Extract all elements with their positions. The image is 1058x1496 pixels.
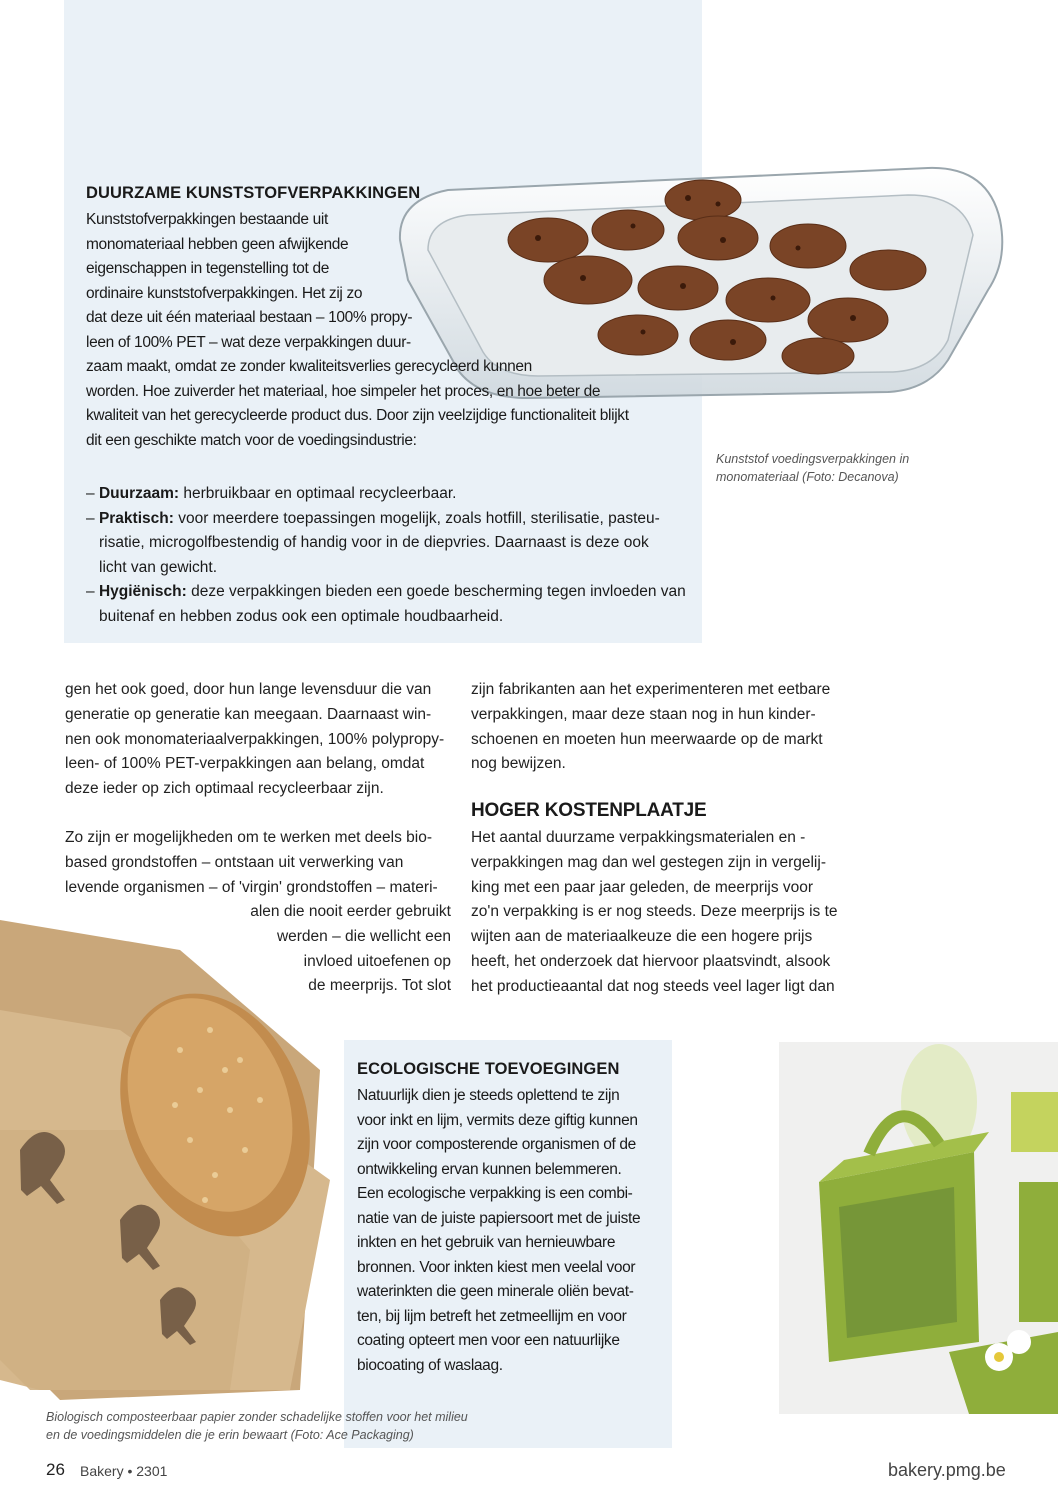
text-line: coating opteert men voor een natuurlijke bbox=[357, 1332, 620, 1349]
list-item: – Duurzaam: herbruikbaar en optimaal recycleerbaar. bbox=[86, 485, 457, 502]
text-line: generatie op generatie kan meegaan. Daarnaast win- bbox=[65, 705, 432, 723]
text-line: biocoating of waslaag. bbox=[357, 1356, 503, 1374]
text-line: Een ecologische verpakking is een combi- bbox=[357, 1185, 633, 1202]
text-line: ordinaire kunststofverpakkingen. Het zij zo bbox=[86, 284, 363, 302]
box-bottom-body bbox=[357, 1084, 667, 1378]
caption-line: Kunststof voedingsverpakkingen in bbox=[716, 452, 910, 466]
caption-line: Biologisch composteerbaar papier zonder schadelijke stoffen voor het milieu bbox=[46, 1410, 468, 1424]
text-line: schoenen en moeten hun meerwaarde op de markt bbox=[471, 730, 823, 748]
text-line: dat deze uit één materiaal bestaan – 100% propy- bbox=[86, 309, 413, 326]
bullet-text: deze verpakkingen bieden een goede bescherming tegen invloeden van bbox=[191, 583, 686, 600]
text-line: alen die nooit eerder gebruikt bbox=[250, 903, 451, 920]
gift-box-illustration bbox=[779, 1042, 1058, 1414]
text-line: ten, bij lijm betreft het zetmeellijm en voor bbox=[357, 1307, 627, 1325]
bullet-term: Praktisch: bbox=[98, 509, 174, 527]
text-line: eigenschappen in tegenstelling tot de bbox=[86, 260, 329, 277]
benefit-list bbox=[86, 482, 686, 629]
text-line: werden – die wellicht een bbox=[276, 927, 451, 945]
bullet-term: Duurzaam: bbox=[98, 485, 180, 502]
text-line: invloed uitoefenen op bbox=[303, 952, 451, 970]
bullet-text: buitenaf en hebben zodus ook een optimale houdbaarheid. bbox=[99, 607, 504, 625]
text-line: verpakkingen mag dan wel gestegen zijn in vergelij- bbox=[471, 853, 826, 871]
text-line: monomateriaal hebben geen afwijkende bbox=[86, 235, 349, 253]
text-line: heeft, het onderzoek dat hiervoor plaatsvindt, alsook bbox=[471, 952, 831, 970]
photo-caption-bottom bbox=[46, 1408, 566, 1444]
right-column-p2 bbox=[471, 826, 857, 1000]
left-column-p1 bbox=[65, 678, 451, 802]
text-line: nen ook monomateriaalverpakkingen, 100% polypropy- bbox=[65, 730, 445, 748]
text-line: zaam maakt, omdat ze zonder kwaliteitsverlies gerecycleerd kunnen bbox=[86, 358, 532, 375]
section-heading: HOGER KOSTENPLAATJE bbox=[471, 800, 707, 821]
text-line: wijten aan de materiaalkeuze die een hogere prijs bbox=[471, 928, 813, 946]
website-url: bakery.pmg.be bbox=[888, 1460, 1006, 1480]
caption-line: en de voedingsmiddelen die je erin bewaart (Foto: Ace Packaging) bbox=[46, 1428, 414, 1442]
text-line: verpakkingen, maar deze staan nog in hun kinder- bbox=[471, 705, 816, 723]
text-line: leen- of 100% PET-verpakkingen aan belang, omdat bbox=[65, 755, 425, 773]
text-line: deze ieder op zich optimaal recycleerbaar zijn. bbox=[65, 780, 384, 798]
caption-line: monomateriaal (Foto: Decanova) bbox=[716, 470, 899, 484]
bullet-text: risatie, microgolfbestendig of handig voor in de diepvries. Daarnaast is deze ook bbox=[99, 534, 649, 551]
text-line: leen of 100% PET – wat deze verpakkingen duur- bbox=[86, 333, 411, 351]
text-line: worden. Hoe zuiverder het materiaal, hoe simpeler het proces, en hoe beter de bbox=[86, 382, 601, 400]
text-line: zo'n verpakking is er nog steeds. Deze meerprijs is te bbox=[471, 903, 838, 921]
bullet-text: voor meerdere toepassingen mogelijk, zoals hotfill, sterilisatie, pasteu- bbox=[178, 509, 660, 527]
text-line: ontwikkeling ervan kunnen belemmeren. bbox=[357, 1160, 622, 1178]
text-line: Kunststofverpakkingen bestaande uit bbox=[86, 211, 328, 228]
text-line: Natuurlijk dien je steeds oplettend te zijn bbox=[357, 1087, 620, 1104]
text-line: nog bewijzen. bbox=[471, 755, 566, 773]
list-item: – Hygiënisch: deze verpakkingen bieden een goede bescherming tegen invloeden van bbox=[86, 583, 686, 600]
text-line: king met een paar jaar geleden, de meerprijs voor bbox=[471, 878, 814, 896]
box-top-body bbox=[86, 208, 686, 453]
text-line: het productieaantal dat nog steeds veel lager ligt dan bbox=[471, 977, 835, 995]
text-line: Zo zijn er mogelijkheden om te werken met deels bio- bbox=[65, 829, 433, 846]
bullet-text: herbruikbaar en optimaal recycleerbaar. bbox=[183, 485, 457, 502]
photo-caption-top bbox=[716, 450, 966, 486]
list-item: – Praktisch: voor meerdere toepassingen mogelijk, zoals hotfill, sterilisatie, pasteu- bbox=[86, 509, 660, 527]
page-number: 26 bbox=[46, 1460, 65, 1479]
text-line: zijn fabrikanten aan het experimenteren met eetbare bbox=[471, 681, 831, 698]
text-line: gen het ook goed, door hun lange levensduur die van bbox=[65, 681, 432, 698]
magazine-issue: Bakery • 2301 bbox=[80, 1463, 168, 1479]
text-line: kwaliteit van het gerecycleerde product dus. Door zijn veelzijdige functionaliteit blijkt bbox=[86, 407, 629, 424]
gift-box-photo bbox=[779, 1042, 1058, 1414]
text-line: waterinkten die geen minerale oliën bevat- bbox=[357, 1283, 634, 1300]
text-line: Het aantal duurzame verpakkingsmaterialen en - bbox=[471, 829, 806, 846]
paper-bag-photo bbox=[0, 920, 360, 1400]
text-line: de meerprijs. Tot slot bbox=[308, 977, 451, 995]
text-line: based grondstoffen – ontstaan uit verwerking van bbox=[65, 853, 404, 871]
right-column-p1 bbox=[471, 678, 857, 777]
box-top-title: DUURZAME KUNSTSTOFVERPAKKINGEN bbox=[86, 184, 421, 202]
box-bottom-title: ECOLOGISCHE TOEVOEGINGEN bbox=[357, 1060, 620, 1078]
text-line: levende organismen – of 'virgin' grondstoffen – materi- bbox=[65, 878, 438, 896]
left-column-p2 bbox=[65, 826, 451, 900]
bullet-text: licht van gewicht. bbox=[99, 558, 218, 576]
text-line: inkten en het gebruik van hernieuwbare bbox=[357, 1234, 616, 1251]
text-line: bronnen. Voor inkten kiest men veelal voor bbox=[357, 1258, 636, 1276]
text-line: voor inkt en lijm, vermits deze giftig kunnen bbox=[357, 1111, 638, 1129]
text-line: dit een geschikte match voor de voedingsindustrie: bbox=[86, 431, 417, 449]
text-line: natie van de juiste papiersoort met de juiste bbox=[357, 1209, 641, 1227]
text-line: zijn voor composterende organismen of de bbox=[357, 1136, 636, 1153]
bullet-term: Hygiënisch: bbox=[98, 583, 187, 600]
